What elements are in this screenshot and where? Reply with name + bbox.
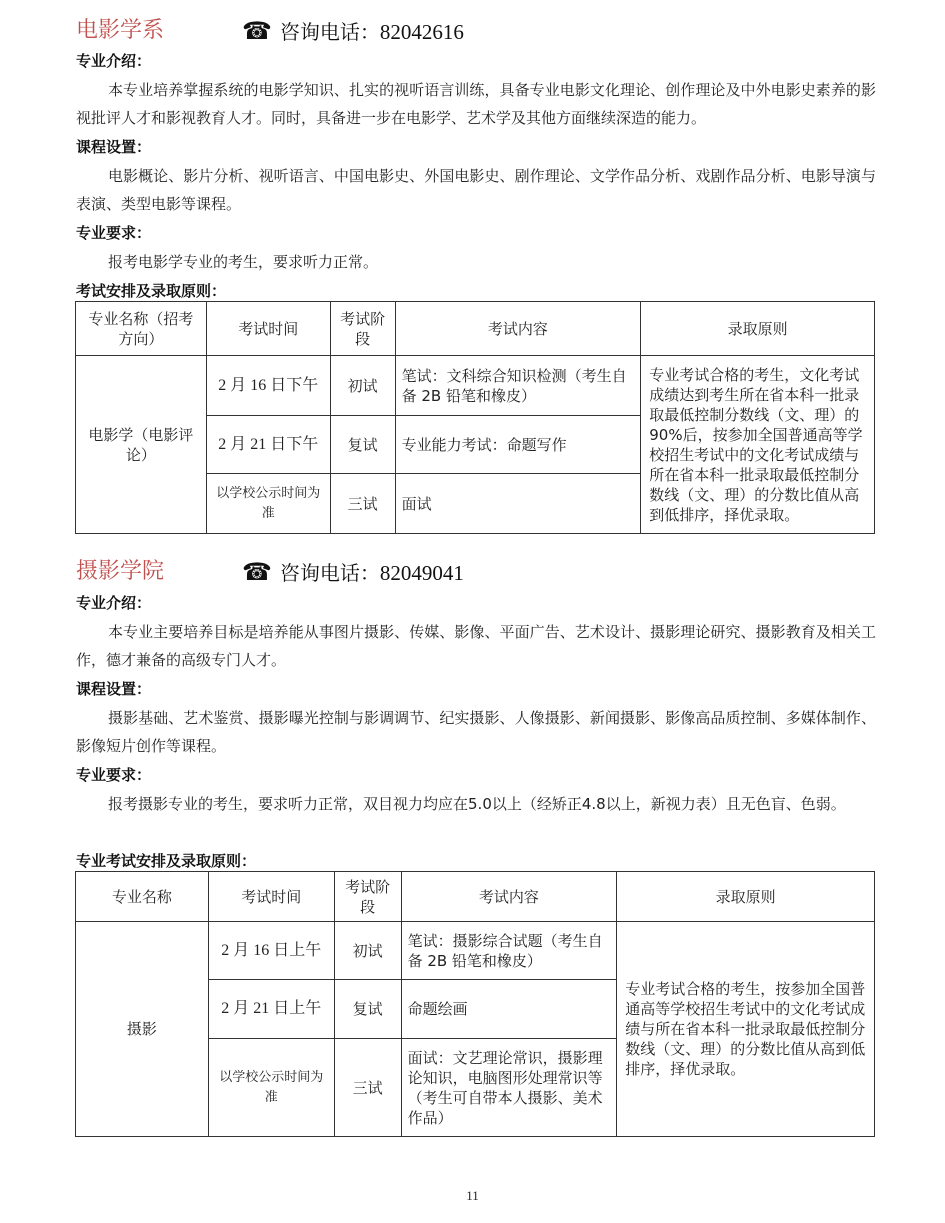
- phone-number: 82049041: [379, 561, 464, 585]
- photo-intro-text: 本专业主要培养目标是培养能从事图片摄影、传媒、影像、平面广告、艺术设计、摄影理论研究、摄影教育及相关工作，德才兼备的高级专门人才。: [76, 623, 876, 669]
- exam-content: 面试：文艺理论常识，摄影理论知识，电脑图形处理常识等（考生可自带本人摄影、美术作品）: [401, 1039, 617, 1137]
- header-stage: 考试阶段: [330, 302, 395, 356]
- photo-table-label: 专业考试安排及录取原则：: [76, 852, 257, 870]
- film-exam-table: [75, 301, 875, 534]
- exam-content: 笔试：文科综合知识检测（考生自备 2B 铅笔和橡皮）: [395, 356, 641, 416]
- exam-time: 以学校公示时间为准: [208, 1039, 334, 1137]
- photo-req-label: 专业要求：: [76, 766, 152, 784]
- film-phone: [242, 14, 464, 49]
- major-cell: 电影学（电影评论）: [76, 356, 207, 534]
- exam-time: 2 月 16 日下午: [206, 356, 330, 416]
- header-stage: 考试阶段: [334, 872, 401, 922]
- header-major: 专业名称: [76, 872, 209, 922]
- photo-header: [76, 555, 876, 589]
- photo-phone: [242, 555, 464, 590]
- exam-time: 2 月 21 日上午: [208, 980, 334, 1039]
- film-intro-label: 专业介绍：: [76, 52, 152, 70]
- header-content: 考试内容: [401, 872, 617, 922]
- header-content: 考试内容: [395, 302, 641, 356]
- phone-number: 82042616: [379, 20, 464, 44]
- film-header: [76, 14, 876, 48]
- major-cell: 摄影: [76, 922, 209, 1137]
- exam-stage: 三试: [334, 1039, 401, 1137]
- dept-title-photo: 摄影学院: [76, 559, 165, 584]
- film-req-text: 报考电影学专业的考生，要求听力正常。: [108, 253, 379, 271]
- table-row: [76, 922, 875, 980]
- exam-stage: 初试: [334, 922, 401, 980]
- film-intro-text: 本专业培养掌握系统的电影学知识、扎实的视听语言训练，具备专业电影文化理论、创作理论及中外电影史素养的影视批评人才和影视教育人才。同时，具备进一步在电影学、艺术学及其他方面继续深造的能力。: [76, 81, 876, 127]
- photo-exam-table: [75, 871, 875, 1137]
- photo-intro-label: 专业介绍：: [76, 594, 152, 612]
- film-courses-label: 课程设置：: [76, 138, 152, 156]
- exam-content: 笔试：摄影综合试题（考生自备 2B 铅笔和橡皮）: [401, 922, 617, 980]
- header-major: 专业名称（招考方向）: [76, 302, 207, 356]
- phone-label: 咨询电话：: [279, 20, 380, 44]
- exam-stage: 复试: [334, 980, 401, 1039]
- film-courses-text: 电影概论、影片分析、视听语言、中国电影史、外国电影史、剧作理论、文学作品分析、戏剧作品分析、电影导演与表演、类型电影等课程。: [76, 167, 876, 213]
- admission-rule: 专业考试合格的考生，文化考试成绩达到考生所在省本科一批录取最低控制分数线（文、理）的 90%后，按参加全国普通高等学校招生考试中的文化考试成绩与所在省本科一批录取最低控制分数线（文、理）的分数比值从高到低排序，择优录取。: [641, 356, 875, 534]
- photo-courses-label: 课程设置：: [76, 680, 152, 698]
- film-table-label: 考试安排及录取原则：: [76, 282, 227, 300]
- admission-rule: 专业考试合格的考生，按参加全国普通高等学校招生考试中的文化考试成绩与所在省本科一批录取最低控制分数线（文、理）的分数比值从高到低排序，择优录取。: [617, 922, 875, 1137]
- header-rule: 录取原则: [641, 302, 875, 356]
- exam-time: 以学校公示时间为准: [206, 474, 330, 534]
- photo-courses-text: 摄影基础、艺术鉴赏、摄影曝光控制与影调调节、纪实摄影、人像摄影、新闻摄影、影像高品质控制、多媒体制作、影像短片创作等课程。: [76, 709, 876, 755]
- photo-req-text: 报考摄影专业的考生，要求听力正常，双目视力均应在5.0以上（经矫正4.8以上，新视力表）且无色盲、色弱。: [108, 795, 846, 813]
- exam-content: 命题绘画: [401, 980, 617, 1039]
- exam-stage: 三试: [330, 474, 395, 534]
- table-row: [76, 356, 875, 416]
- header-time: 考试时间: [208, 872, 334, 922]
- dept-title-film: 电影学系: [76, 18, 165, 43]
- exam-time: 2 月 21 日下午: [206, 416, 330, 474]
- exam-stage: 初试: [330, 356, 395, 416]
- header-time: 考试时间: [206, 302, 330, 356]
- exam-content: 专业能力考试：命题写作: [395, 416, 641, 474]
- page-number: 11: [466, 1188, 479, 1203]
- exam-content: 面试: [395, 474, 641, 534]
- exam-stage: 复试: [330, 416, 395, 474]
- phone-label: 咨询电话：: [279, 561, 380, 585]
- exam-time: 2 月 16 日上午: [208, 922, 334, 980]
- telephone-icon: ☎: [242, 558, 272, 586]
- film-req-label: 专业要求：: [76, 224, 152, 242]
- header-rule: 录取原则: [617, 872, 875, 922]
- telephone-icon: ☎: [242, 17, 272, 45]
